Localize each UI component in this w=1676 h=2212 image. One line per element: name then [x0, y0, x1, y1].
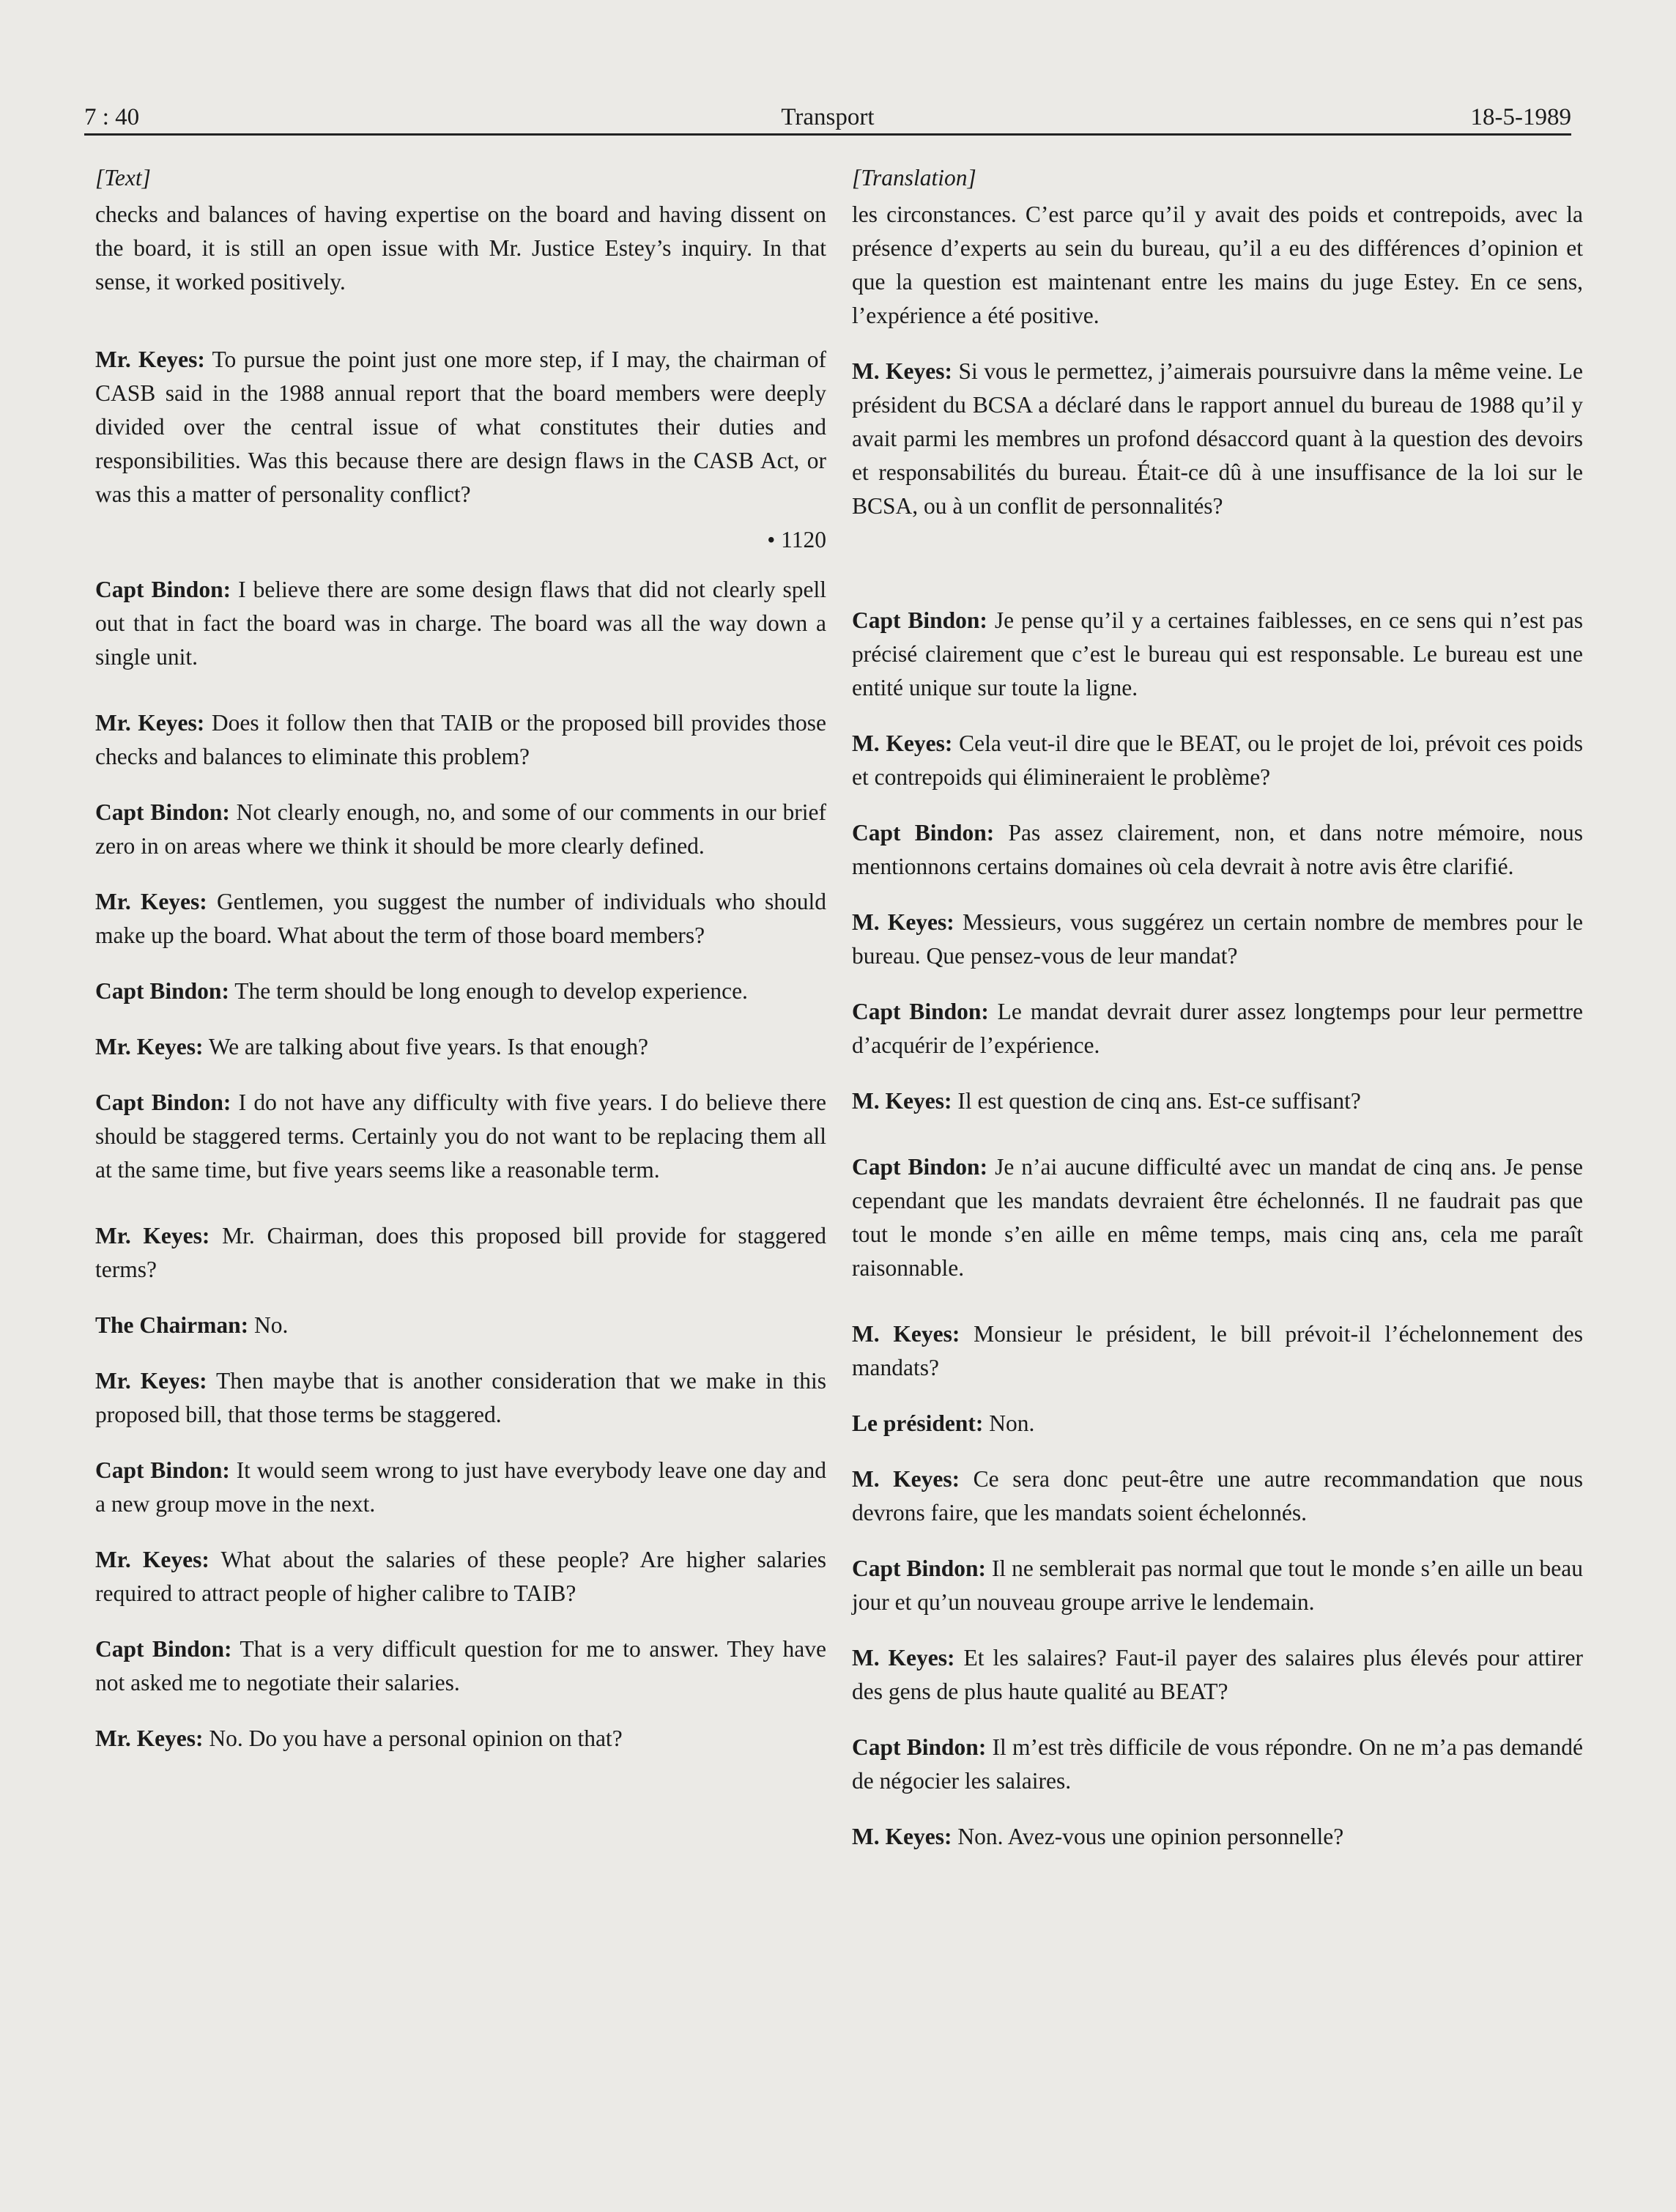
speech-text: Je n’ai aucune difficulté avec un mandat de cinq ans. Je pense cependant que les mandats devraient être échelonnés. Il ne faudrait pas que tout le monde s’en aille en même temps, mais cinq ans, cela me paraît raisonnable.	[852, 1154, 1583, 1281]
speaker-name: Mr. Keyes:	[95, 889, 207, 914]
exchange-paragraph	[95, 974, 826, 1008]
speaker-name: Capt Bindon:	[852, 820, 995, 846]
speech-text: Non. Avez-vous une opinion personnelle?	[957, 1824, 1344, 1849]
exchange-paragraph	[852, 816, 1583, 884]
speaker-name: Capt Bindon:	[852, 1734, 987, 1760]
speaker-name: Mr. Keyes:	[95, 1547, 210, 1572]
speaker-name: M. Keyes:	[852, 730, 953, 756]
exchange-paragraph	[852, 1731, 1583, 1798]
speech-text: Pas assez clairement, non, et dans notre mémoire, nous mentionnons certains domaines où cela devrait à notre avis être clarifié.	[852, 820, 1583, 879]
speech-text: Messieurs, vous suggérez un certain nombre de membres pour le bureau. Que pensez-vous de leur mandat?	[852, 909, 1583, 969]
speaker-name: Capt Bindon:	[95, 1457, 230, 1483]
speech-text: No. Do you have a personal opinion on that?	[209, 1725, 623, 1751]
speaker-name: Capt Bindon:	[852, 1154, 988, 1180]
exchange-paragraph	[95, 1632, 826, 1700]
issue-date: 18-5-1989	[1470, 104, 1571, 130]
speech-text: Gentlemen, you suggest the number of individuals who should make up the board. What about the term of those board members?	[95, 889, 826, 948]
speaker-name: Mr. Keyes:	[95, 1368, 207, 1394]
speech-text: Si vous le permettez, j’aimerais poursuivre dans la même veine. Le président du BCSA a déclaré dans le rapport annuel du bureau de 1988 qu’il y avait parmi les membres un profond désaccord quant à la question des devoirs et responsabilités du bureau. Était-ce dû à une insuffisance de la loi sur le BCSA, ou à un conflit de personnalités?	[852, 358, 1584, 519]
exchange-paragraph	[95, 1722, 826, 1756]
exchange-paragraph	[95, 1030, 826, 1064]
exchange-paragraph	[95, 1543, 826, 1610]
speech-text: That is a very difficult question for me to answer. They have not asked me to negotiate their salaries.	[95, 1636, 826, 1695]
exchange-paragraph	[852, 1820, 1583, 1854]
speaker-name: M. Keyes:	[852, 1321, 960, 1347]
exchange-paragraph	[852, 1317, 1583, 1385]
speech-text: Le mandat devrait durer assez longtemps pour leur permettre d’acquérir de l’expérience.	[852, 999, 1583, 1058]
publication-title: Transport	[781, 104, 875, 130]
exchange-paragraph	[852, 727, 1583, 794]
speech-text: Then maybe that is another consideration that we make in this proposed bill, that those terms be staggered.	[95, 1368, 826, 1427]
exchange-paragraph	[95, 1364, 826, 1432]
speech-text: To pursue the point just one more step, if I may, the chairman of CASB said in the 1988 annual report that the board members were deeply divided over the central issue of what constitutes their duties and responsibilities. Was this because there are design flaws in the CASB Act, or was this a matter of personality conflict?	[95, 347, 826, 507]
speaker-name: M. Keyes:	[852, 1088, 952, 1114]
exchange-paragraph	[852, 1552, 1583, 1619]
page-header	[84, 101, 1571, 133]
speaker-name: Capt Bindon:	[852, 607, 987, 633]
page-number: 7 : 40	[84, 104, 140, 130]
column-label-translation: [Translation]	[852, 165, 976, 191]
exchange-paragraph	[852, 1641, 1583, 1709]
speech-text: We are talking about five years. Is that enough?	[208, 1034, 648, 1059]
speech-text: Cela veut-il dire que le BEAT, ou le projet de loi, prévoit ces poids et contrepoids qui élimineraient le problème?	[852, 730, 1583, 790]
exchange-paragraph	[852, 1084, 1583, 1118]
speech-text: Il est question de cinq ans. Est-ce suffisant?	[957, 1088, 1361, 1114]
speaker-name: Capt Bindon:	[852, 999, 989, 1024]
speech-text: I do not have any difficulty with five years. I do believe there should be staggered terms. Certainly you do not want to be replacing them all at the same time, but five years seems like a reasonable term.	[95, 1090, 826, 1183]
exchange-paragraph	[852, 604, 1583, 705]
exchange-paragraph	[852, 1407, 1583, 1440]
speaker-name: Mr. Keyes:	[95, 1223, 210, 1249]
speaker-name: Capt Bindon:	[95, 1636, 232, 1662]
speaker-name: M. Keyes:	[852, 1466, 960, 1492]
speech-text: I believe there are some design flaws that did not clearly spell out that in fact the board was in charge. The board was all the way down a single unit.	[95, 577, 826, 670]
speech-text: Non.	[989, 1410, 1035, 1436]
speech-text: Il ne semblerait pas normal que tout le monde s’en aille un beau jour et qu’un nouveau groupe arrive le lendemain.	[852, 1556, 1584, 1615]
speech-text: Et les salaires? Faut-il payer des salaires plus élevés pour attirer des gens de plus haute qualité au BEAT?	[852, 1645, 1584, 1704]
timestamp: • 1120	[767, 527, 826, 552]
exchange-paragraph	[852, 906, 1583, 973]
speaker-name: Mr. Keyes:	[95, 347, 205, 372]
speaker-name: The Chairman:	[95, 1312, 249, 1338]
exchange-paragraph	[95, 1086, 826, 1187]
exchange-paragraph	[95, 573, 826, 674]
speech-text: Mr. Chairman, does this proposed bill provide for staggered terms?	[95, 1223, 827, 1282]
speaker-name: Capt Bindon:	[95, 1090, 231, 1115]
english-column	[95, 161, 826, 1778]
speaker-name: M. Keyes:	[852, 1645, 955, 1671]
exchange-paragraph	[852, 355, 1583, 523]
speaker-name: Capt Bindon:	[95, 577, 231, 602]
speaker-name: Le président:	[852, 1410, 984, 1436]
exchange-paragraph	[95, 1219, 826, 1287]
exchange-paragraph	[95, 1309, 826, 1342]
exchange-paragraph	[95, 885, 826, 953]
speaker-name: Mr. Keyes:	[95, 1034, 204, 1059]
speech-text: Je pense qu’il y a certaines faiblesses, en ce sens qui n’est pas précisé clairement que c’est le bureau qui est responsable. Le bureau est une entité unique sur toute la ligne.	[852, 607, 1584, 700]
speech-text: Does it follow then that TAIB or the proposed bill provides those checks and balances to eliminate this problem?	[95, 710, 827, 769]
column-label-text: [Text]	[95, 165, 151, 191]
french-column	[852, 161, 1583, 1876]
speech-text: It would seem wrong to just have everybody leave one day and a new group move in the next.	[95, 1457, 826, 1517]
speaker-name: Mr. Keyes:	[95, 710, 205, 736]
speech-text: What about the salaries of these people? Are higher salaries required to attract people of higher calibre to TAIB?	[95, 1547, 826, 1606]
exchange-paragraph	[95, 1454, 826, 1521]
speaker-name: M. Keyes:	[852, 909, 954, 935]
speech-text: Il m’est très difficile de vous répondre. On ne m’a pas demandé de négocier les salaires.	[852, 1734, 1583, 1794]
speech-text: Monsieur le président, le bill prévoit-il l’échelonnement des mandats?	[852, 1321, 1583, 1380]
speech-text: Not clearly enough, no, and some of our comments in our brief zero in on areas where we think it should be more clearly defined.	[95, 799, 826, 859]
speaker-name: Capt Bindon:	[852, 1556, 986, 1581]
intro-paragraph: les circonstances. C’est parce qu’il y avait des poids et contrepoids, avec la présence d’experts au sein du bureau, qu’il a eu des différences d’opinion et que la question est maintenant entre les mains du juge Estey. En ce sens, l’expérience a été positive.	[852, 201, 1583, 328]
intro-paragraph: checks and balances of having expertise on the board and having dissent on the board, it is still an open issue with Mr. Justice Estey’s inquiry. In that sense, it worked positively.	[95, 201, 826, 295]
speech-text: The term should be long enough to develop experience.	[234, 978, 748, 1004]
exchange-paragraph	[852, 1150, 1583, 1285]
speech-text: Ce sera donc peut-être une autre recommandation que nous devrons faire, que les mandats soient échelonnés.	[852, 1466, 1583, 1525]
exchange-paragraph	[95, 796, 826, 863]
speaker-name: M. Keyes:	[852, 358, 953, 384]
exchange-paragraph	[95, 343, 826, 511]
exchange-paragraph	[95, 706, 826, 774]
speaker-name: M. Keyes:	[852, 1824, 952, 1849]
speech-text: No.	[254, 1312, 289, 1338]
speaker-name: Capt Bindon:	[95, 799, 230, 825]
exchange-paragraph	[852, 1462, 1583, 1530]
header-rule	[84, 133, 1571, 136]
exchange-paragraph	[852, 995, 1583, 1062]
speaker-name: Mr. Keyes:	[95, 1725, 204, 1751]
speaker-name: Capt Bindon:	[95, 978, 229, 1004]
